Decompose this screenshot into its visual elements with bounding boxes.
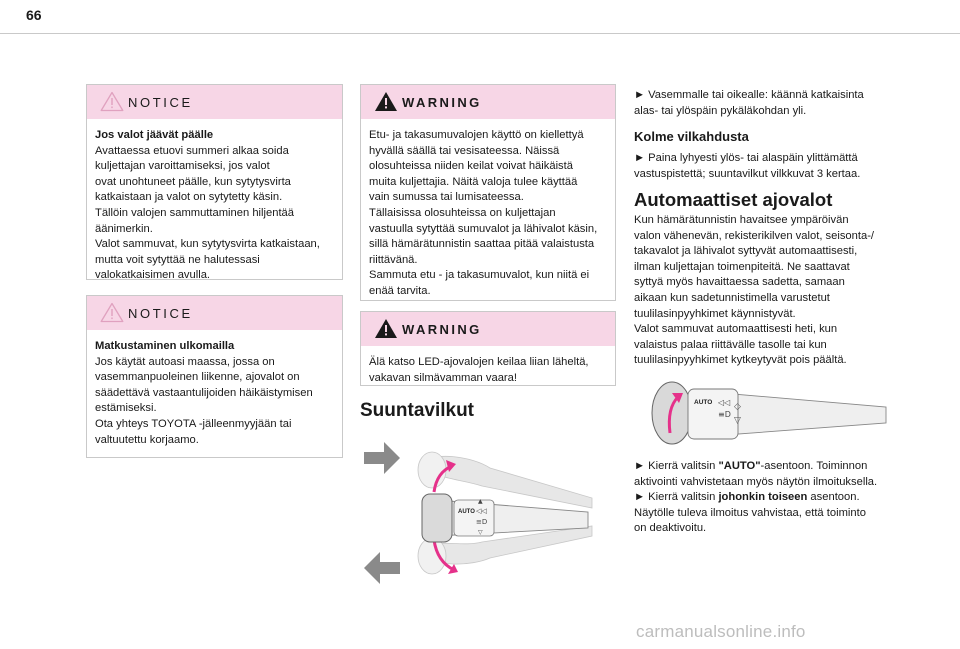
notice-line: äänimerkin.	[95, 222, 153, 235]
text-line: syttyä myös havaittaessa sadetta, samaan	[634, 276, 845, 289]
text-line: tuulilasinpyyhkimet kytkeytyvät pois päältä.	[634, 354, 847, 367]
text-line: tuulilasinpyyhkimet käynnistyvät.	[634, 307, 796, 320]
turn-signal-stalk-illustration	[362, 440, 598, 590]
svg-text:▽: ▽	[734, 416, 741, 426]
svg-text:≡D: ≡D	[718, 410, 731, 419]
notice-line: Tällöin valojen sammuttaminen hiljentää	[95, 206, 294, 219]
warning-label: WARNING	[402, 95, 482, 110]
notice-header	[87, 296, 342, 330]
notice-line: ovat unohtuneet päälle, kun sytytysvirta	[95, 175, 291, 188]
notice-line: katkaistaan ja valot on sytytetty käsin.	[95, 191, 283, 204]
watermark: carmanualsonline.info	[636, 622, 806, 641]
notice-title: Jos valot jäävät päälle	[95, 129, 214, 141]
warning-line: olosuhteissa niiden keilat voivat häikäistä	[369, 160, 573, 173]
warning-body	[361, 119, 615, 300]
notice-line: kuljettajan varoittamiseksi, jos valot	[95, 160, 270, 173]
warning-line: vakavan silmävamman vaara!	[369, 371, 517, 384]
right-arrow-icon	[364, 442, 400, 474]
text-line: alas- tai ylöspäin pykäläkohdan yli.	[634, 104, 807, 117]
section-title-turn-signals: Suuntavilkut	[360, 400, 475, 421]
text-line: ► Vasemmalle tai oikealle: käännä katkaisinta	[634, 89, 864, 101]
text-line: Valot sammuvat automaattisesti heti, kun	[634, 323, 838, 336]
notice-line: mutta voit sytyttää ne halutessasi	[95, 253, 260, 266]
col3-intro	[634, 88, 894, 119]
svg-text:◇: ◇	[734, 402, 741, 412]
warning-header	[361, 312, 615, 346]
auto-light-stalk-illustration	[648, 377, 890, 449]
warning-label: WARNING	[402, 322, 482, 337]
warning-line: Älä katso LED-ajovalojen keilaa liian läheltä,	[369, 356, 589, 368]
left-arrow-icon	[364, 552, 400, 584]
notice-title: Matkustaminen ulkomailla	[95, 340, 235, 352]
warning-line: Sammuta etu - ja takasumuvalot, kun niitä ei	[369, 269, 590, 282]
warning-line: vastuulla sytyttää sumuvalot ja lähivalot käsin,	[369, 222, 598, 235]
top-divider	[0, 33, 960, 34]
text-line: on deaktivoitu.	[634, 522, 707, 535]
notice-line: valokatkaisimen avulla.	[95, 269, 211, 282]
notice-line: säädettävä vastaantulijoiden häikäistymisen	[95, 386, 313, 399]
svg-text:◁◁: ◁◁	[718, 398, 731, 407]
warning-line: vain sumussa tai lumisateessa.	[369, 191, 524, 204]
svg-text:≡D: ≡D	[476, 518, 488, 526]
notice-line: vasemmanpuoleinen liikenne, ajovalot on	[95, 371, 300, 384]
warning-triangle-icon	[374, 91, 398, 112]
text-line: ► Paina lyhyesti ylös- tai alaspäin ylittämättä	[634, 152, 858, 164]
notice-line: Jos käytät autoasi maassa, jossa on	[95, 355, 275, 368]
svg-text:▽: ▽	[478, 529, 483, 536]
warning-line: Tällaisissa olosuhteissa on kuljettajan	[369, 206, 556, 219]
notice-label: NOTICE	[128, 95, 193, 110]
text-line: valaistus palaa riittävälle tasolle tai kun	[634, 338, 827, 351]
warning-line: hyvällä säällä tai vesisateessa. Näissä	[369, 144, 560, 157]
text-line: Näytölle tuleva ilmoitus vahvistaa, että toiminto	[634, 506, 866, 519]
svg-text:◁◁: ◁◁	[476, 507, 487, 515]
warning-line: riittävänä.	[369, 253, 418, 266]
text-line: aikaan kun sadetunnistimella varustetut	[634, 291, 830, 304]
col3-final-text	[634, 459, 894, 537]
notice-header	[87, 85, 342, 119]
warning-body	[361, 346, 615, 386]
warning-line: enää tarvita.	[369, 284, 431, 297]
warning-header	[361, 85, 615, 119]
text-line: ► Kierrä valitsin "AUTO"-asentoon. Toiminnon	[634, 460, 868, 472]
warning-line: muita kuljettajia. Näitä valoja tulee käyttää	[369, 175, 578, 188]
text-line: ilman kuljettajan toimenpiteitä. Ne saattavat	[634, 260, 850, 273]
warning-line: sillä hämärätunnistin saattaa pitää valaistusta	[369, 238, 595, 251]
warning-line: Etu- ja takasumuvalojen käyttö on kiellettyä	[369, 129, 584, 141]
notice-box-lights-on	[86, 84, 343, 280]
col3-auto-text	[634, 213, 894, 369]
warning-box-fog-lights	[360, 84, 616, 301]
text-line: ► Kierrä valitsin johonkin toiseen asentoon.	[634, 491, 860, 504]
notice-box-abroad	[86, 295, 343, 458]
warning-box-led	[360, 311, 616, 386]
notice-line: Avattaessa etuovi summeri alkaa soida	[95, 144, 289, 157]
text-line: aktivointi vahvistetaan myös näytön ilmoituksella.	[634, 475, 878, 488]
stalk-auto-text: AUTO	[458, 509, 475, 515]
notice-label: NOTICE	[128, 306, 193, 321]
notice-line: Valot sammuvat, kun sytytysvirta katkaistaan,	[95, 238, 320, 251]
caution-triangle-icon	[100, 91, 124, 112]
text-line: vastuspistettä; suuntavilkut vilkkuvat 3 kertaa.	[634, 167, 861, 180]
col3-kolme-text	[634, 151, 894, 182]
warning-triangle-icon	[374, 318, 398, 339]
notice-line: valtuutettu korjaamo.	[95, 433, 199, 446]
notice-body	[87, 119, 342, 284]
caution-triangle-icon	[100, 302, 124, 323]
notice-line: Ota yhteys TOYOTA -jälleenmyyjään tai	[95, 417, 292, 430]
text-line: takavalot ja lähivalot syttyvät automaattisesti,	[634, 245, 858, 258]
section-title-three-flashes: Kolme vilkahdusta	[634, 129, 749, 144]
stalk-auto-text: AUTO	[694, 399, 713, 406]
section-title-auto-lights: Automaattiset ajovalot	[634, 189, 833, 210]
text-line: Kun hämärätunnistin havaitsee ympäröivän	[634, 214, 849, 226]
text-line: valon vähenevän, rekisterikilven valot, seisonta-/	[634, 229, 875, 242]
notice-line: estämiseksi.	[95, 402, 157, 415]
svg-text:▲: ▲	[478, 498, 483, 505]
page-number: 66	[26, 7, 42, 23]
notice-body	[87, 330, 342, 448]
